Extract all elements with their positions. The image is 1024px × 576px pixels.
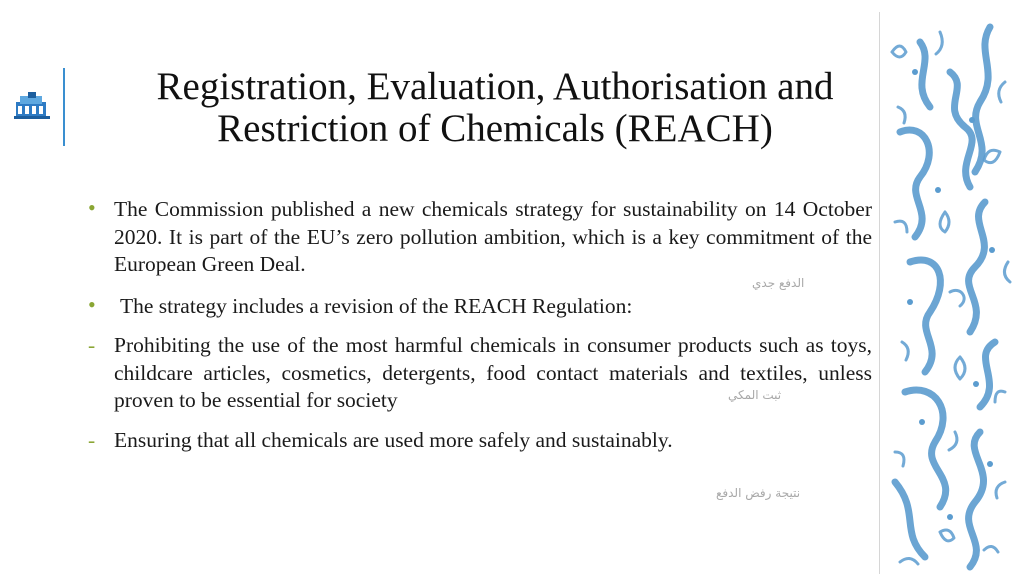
- list-item: [86, 293, 872, 321]
- list-item: [86, 196, 872, 279]
- overlay-note: نتيجة رفض الدفع: [716, 486, 801, 500]
- list-item: [86, 332, 872, 415]
- title-line-2: Restriction of Chemicals (REACH): [217, 107, 773, 150]
- overlay-note: ثبت المكي: [728, 388, 782, 402]
- bullet-marker: •: [88, 291, 96, 317]
- list-item-text: Ensuring that all chemicals are used more safely and sustainably.: [114, 427, 673, 452]
- institution-logo-icon: [14, 90, 54, 124]
- arabic-calligraphy-icon: [880, 12, 1022, 574]
- slide-title: [100, 66, 890, 150]
- bullet-marker: •: [88, 195, 96, 220]
- list-item-text: The Commission published a new chemicals strategy for sustainability on 14 October 2020. It is part of the EU’s zero pollution ambition, which is a key commitment of the European Green Deal.: [114, 197, 872, 276]
- calligraphy-panel: [879, 12, 1022, 574]
- dash-marker: -: [88, 427, 96, 452]
- list-item: [86, 427, 872, 455]
- overlay-note: الدفع جدي: [752, 276, 805, 290]
- list-item-text: Prohibiting the use of the most harmful chemicals in consumer products such as toys, childcare articles, cosmetics, detergents, food contact materials and textiles, unless proven to be essential for society: [114, 333, 872, 412]
- list-item-text: The strategy includes a revision of the REACH Regulation:: [120, 293, 633, 318]
- dash-marker: -: [88, 333, 96, 357]
- logo-divider: [63, 68, 65, 146]
- content-list: [86, 196, 872, 454]
- title-line-1: Registration, Evaluation, Authorisation and: [156, 65, 834, 108]
